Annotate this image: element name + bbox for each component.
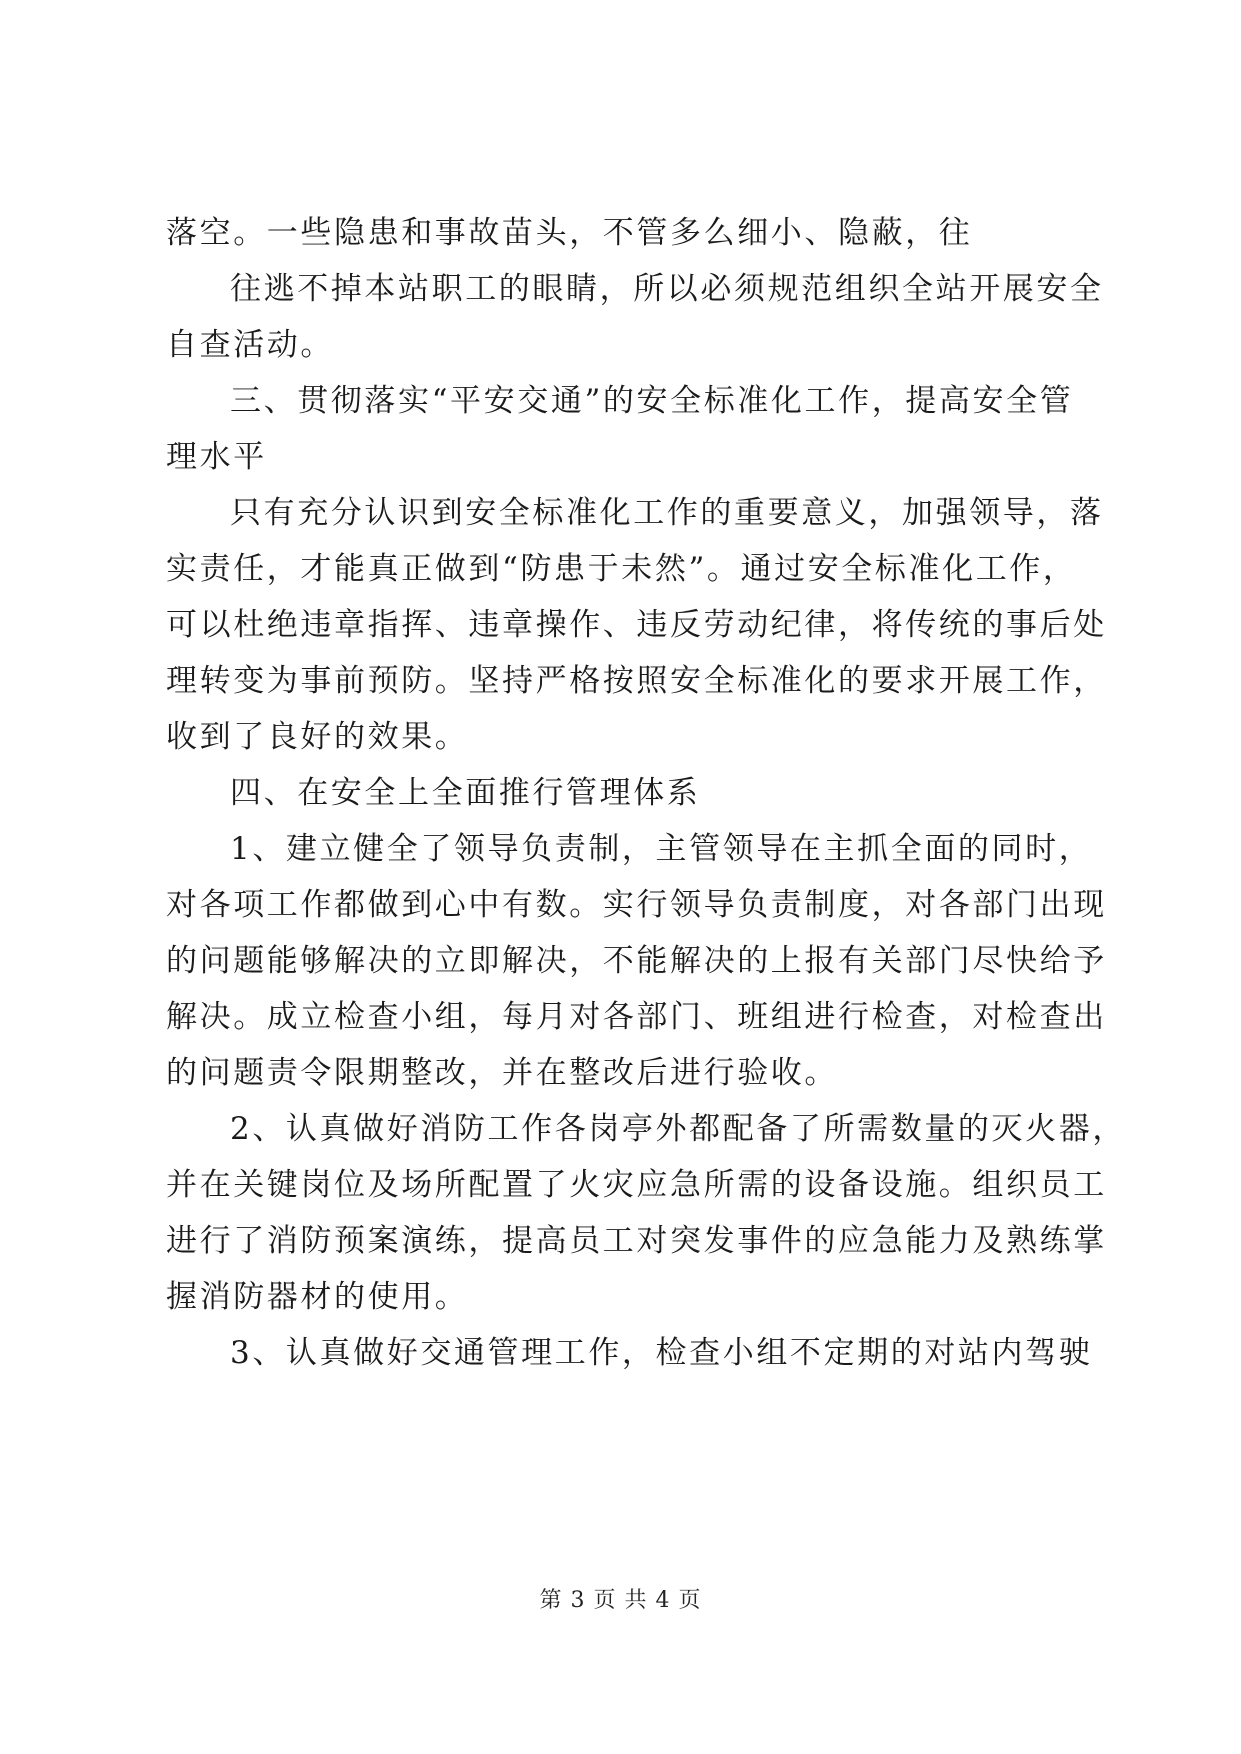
body-line: 2、认真做好消防工作各岗亭外都配备了所需数量的灭火器， xyxy=(230,1111,1126,1147)
body-line: 并在关键岗位及场所配置了火灾应急所需的设备设施。组织员工 xyxy=(166,1167,1107,1203)
body-line: 自查活动。 xyxy=(166,327,334,363)
body-line: 往逃不掉本站职工的眼睛，所以必须规范组织全站开展安全 xyxy=(230,271,1104,307)
body-line: 的问题能够解决的立即解决，不能解决的上报有关部门尽快给予 xyxy=(166,943,1107,979)
section-heading-continued: 理水平 xyxy=(166,439,267,475)
body-line: 3、认真做好交通管理工作，检查小组不定期的对站内驾驶 xyxy=(230,1335,1093,1371)
section-heading: 三、贯彻落实“平安交通”的安全标准化工作，提高安全管 xyxy=(230,383,1074,419)
body-line: 只有充分认识到安全标准化工作的重要意义，加强领导，落 xyxy=(230,495,1104,531)
body-line: 握消防器材的使用。 xyxy=(166,1279,469,1315)
body-line: 对各项工作都做到心中有数。实行领导负责制度，对各部门出现 xyxy=(166,887,1107,923)
body-line: 解决。成立检查小组，每月对各部门、班组进行检查，对检查出 xyxy=(166,999,1107,1035)
body-line: 理转变为事前预防。坚持严格按照安全标准化的要求开展工作， xyxy=(166,663,1107,699)
body-line: 收到了良好的效果。 xyxy=(166,719,469,755)
page-number-footer: 第 3 页 共 4 页 xyxy=(539,1588,702,1613)
body-line: 1、建立健全了领导负责制，主管领导在主抓全面的同时， xyxy=(230,831,1093,867)
body-line: 落空。一些隐患和事故苗头，不管多么细小、隐蔽，往 xyxy=(166,215,973,251)
body-line: 实责任，才能真正做到“防患于未然”。通过安全标准化工作， xyxy=(166,551,1077,587)
body-line: 可以杜绝违章指挥、违章操作、违反劳动纪律，将传统的事后处 xyxy=(166,607,1107,643)
body-line: 的问题责令限期整改，并在整改后进行验收。 xyxy=(166,1055,838,1091)
section-heading: 四、在安全上全面推行管理体系 xyxy=(230,775,701,811)
body-line: 进行了消防预案演练，提高员工对突发事件的应急能力及熟练掌 xyxy=(166,1223,1107,1259)
